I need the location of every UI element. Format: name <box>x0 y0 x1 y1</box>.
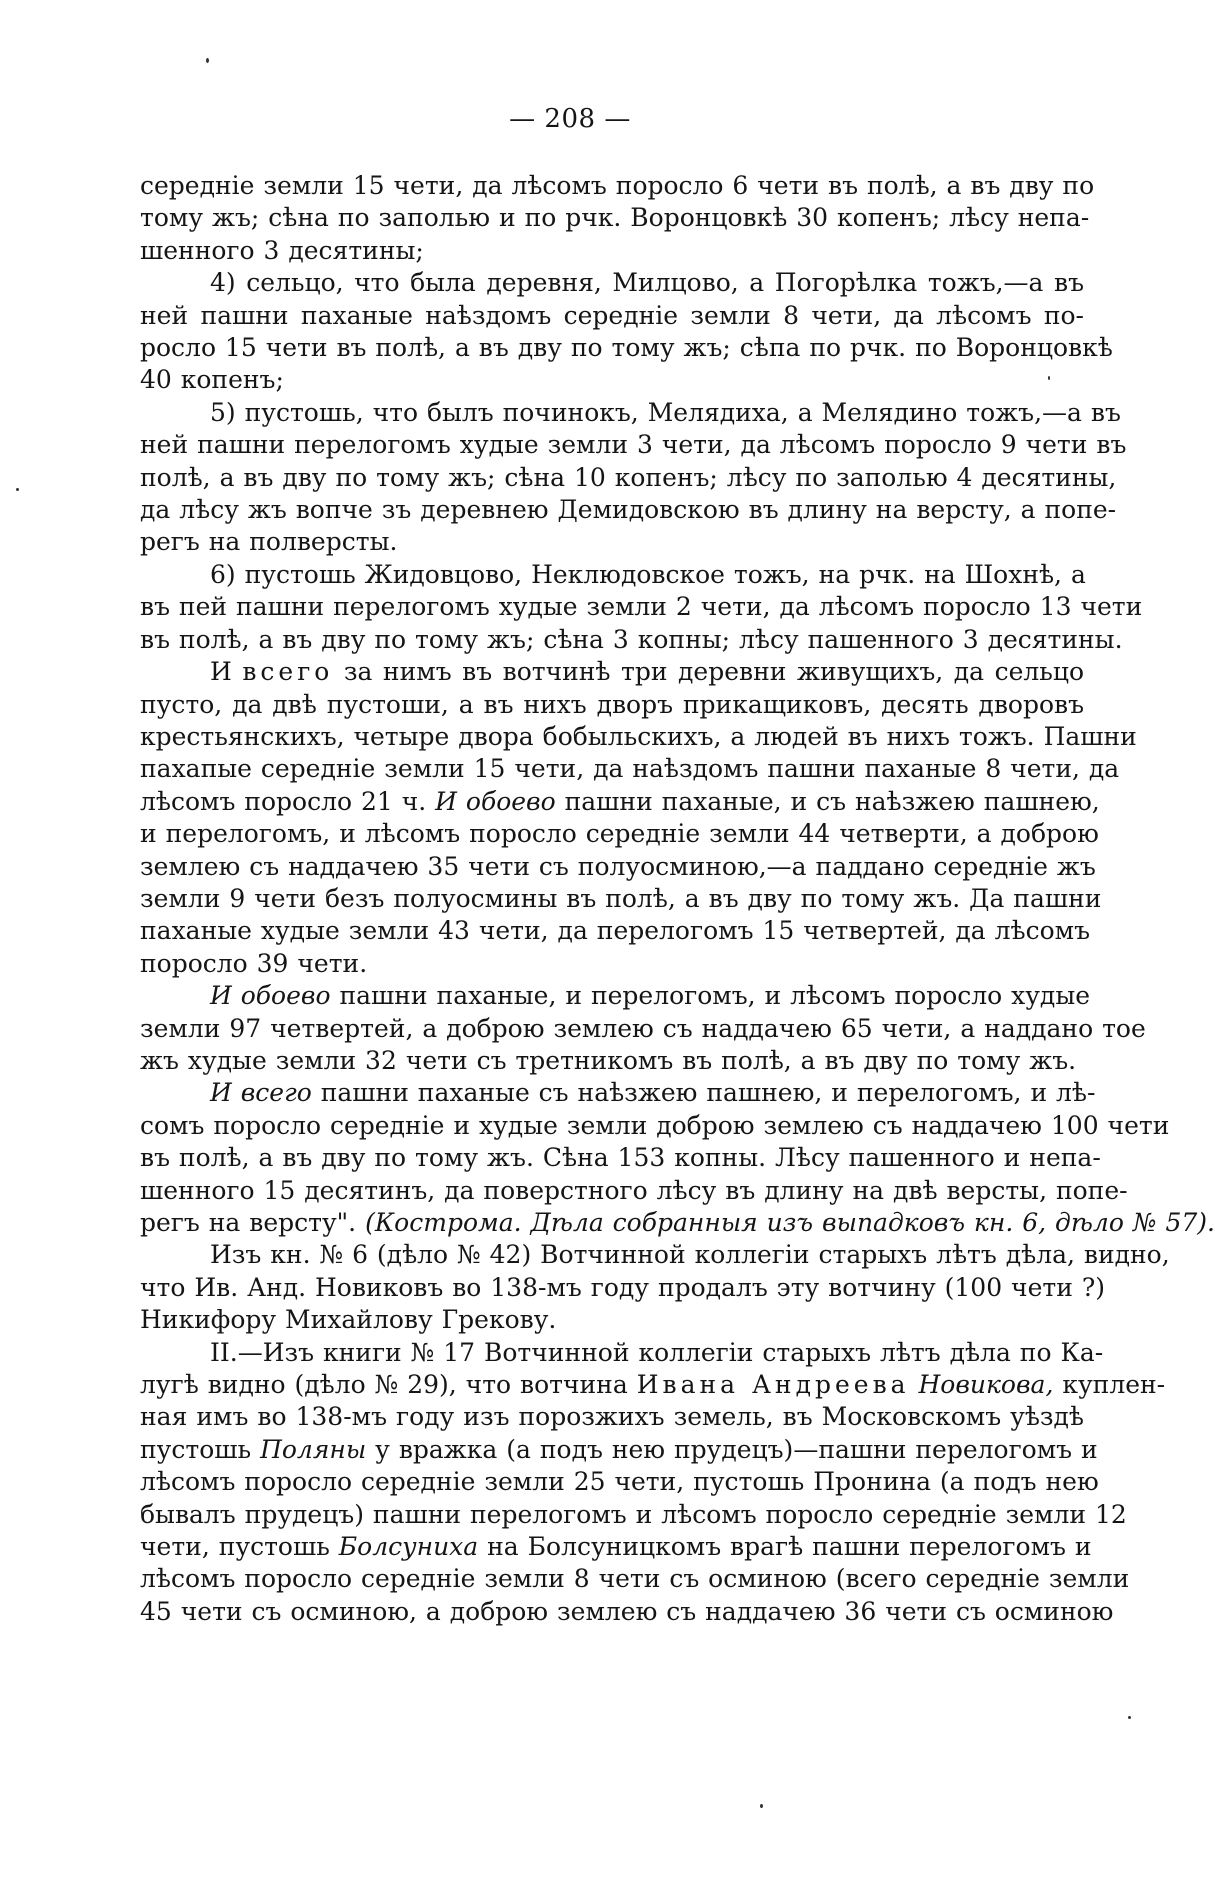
paragraph <box>140 170 1095 267</box>
body-text <box>140 170 1215 1628</box>
scan-speck <box>760 1804 763 1808</box>
text-run: лѣсомъ поросло 21 ч. <box>140 786 436 816</box>
text-line: и перелогомъ, и лѣсомъ поросло середнiе земли 44 четверти, а доброю <box>140 819 1099 849</box>
text-line: ней пашни перелогомъ худые земли 3 чети, да лѣсомъ поросло 9 чети въ <box>140 430 1127 460</box>
text-line: земли 97 четвертей, а доброю землею съ наддачею 65 чети, а наддано тое <box>140 1013 1146 1043</box>
text-line: крестьянскихъ, четыре двора бобыльскихъ, а людей въ нихъ тожъ. Пашни <box>140 721 1137 751</box>
text-run: И <box>210 657 243 687</box>
page-number: — 208 — <box>509 104 631 134</box>
text-line <box>140 1531 1092 1563</box>
text-line <box>140 656 1084 688</box>
text-line: 4) сельцо, что была деревня, Милцово, а Погорѣлка тожъ,—а въ <box>210 268 1084 298</box>
text-line <box>140 786 1100 818</box>
paragraph <box>140 559 1143 656</box>
text-line: сомъ поросло середнiе и худые земли доброю землею съ наддачею 100 чети <box>140 1110 1170 1140</box>
text-line: жъ худые земли 32 чети съ третникомъ въ полѣ, а въ дву по тому жъ. <box>140 1045 1077 1075</box>
text-line <box>140 1077 1096 1109</box>
emphasis-italic: И обоево <box>210 981 331 1011</box>
paragraph <box>140 267 1113 397</box>
text-run: пашни паханые съ наѣзжею пашнею, и перелогомъ, и лѣ- <box>311 1078 1096 1108</box>
text-run: пашни паханые, и перелогомъ, и лѣсомъ поросло худые <box>330 981 1091 1011</box>
emphasis-spaced: всего <box>242 657 334 687</box>
emphasis-italic: Поляны <box>260 1434 367 1464</box>
text-run: за нимъ въ вотчинѣ три деревни живущихъ, да сельцо <box>333 657 1084 687</box>
paragraph <box>140 1077 1215 1239</box>
paragraph <box>140 656 1137 980</box>
paragraph <box>140 1239 1170 1336</box>
text-line: ная имъ во 138-мъ году изъ порозжихъ земель, въ Московскомъ уѣздѣ <box>140 1402 1084 1432</box>
text-line: II.—Изъ книги № 17 Вотчинной коллегiи старыхъ лѣтъ дѣла по Ка- <box>210 1337 1104 1367</box>
scan-speck <box>16 488 19 491</box>
text-line <box>140 1434 1098 1466</box>
text-line: поросло 39 чети. <box>140 948 368 978</box>
text-line: паханые худые земли 43 чети, да перелогомъ 15 четвертей, да лѣсомъ <box>140 916 1091 946</box>
text-line <box>140 980 1091 1012</box>
text-line: ней пашни паханые наѣздомъ середнiе земли 8 чети, да лѣсомъ по- <box>140 300 1084 330</box>
text-run: на Болсуницкомъ врагѣ пашни перелогомъ и <box>478 1532 1092 1562</box>
text-run <box>910 1370 919 1399</box>
emphasis-italic: Новикова, <box>918 1370 1054 1400</box>
scan-speck <box>206 58 209 63</box>
text-run: куплен- <box>1053 1370 1166 1400</box>
text-line: да лѣсу жъ вопче зъ деревнею Демидовскою въ длину на версту, а попе- <box>140 495 1117 525</box>
text-line: 40 копенъ; <box>140 365 284 395</box>
text-line: 45 чети съ осминою, а доброю землею съ наддачею 36 чети съ осминою <box>140 1596 1114 1626</box>
text-line: въ полѣ, а въ дву по тому жъ; сѣна 3 копны; лѣсу пашенного 3 десятины. <box>140 624 1123 654</box>
text-line: въ пей пашни перелогомъ худые земли 2 чети, да лѣсомъ поросло 13 чети <box>140 592 1143 622</box>
text-line <box>140 1369 1166 1401</box>
emphasis-italic: И всего <box>210 1078 312 1108</box>
text-run: у вражка (а подъ нею прудецъ)—пашни перелогомъ и <box>366 1434 1098 1464</box>
paragraph <box>140 980 1146 1077</box>
source-citation: (Кострома. Дѣла собранныя изъ выпадковъ кн. 6, дѣло № 57). <box>365 1208 1215 1237</box>
text-line: землею съ наддачею 35 чети съ полуосминою,—а паддано середнiе жъ <box>140 851 1096 881</box>
paragraph <box>140 1337 1166 1629</box>
emphasis-italic: И обоево <box>435 786 556 816</box>
text-line: въ полѣ, а въ дву по тому жъ. Сѣна 153 копны. Лѣсу пашенного и непа- <box>140 1143 1101 1173</box>
text-line: лѣсомъ поросло середнiе земли 8 чети съ осминою (всего середнiе земли <box>140 1564 1130 1594</box>
text-line: лѣсомъ поросло середнiе земли 25 чети, пустошь Пронина (а подъ нею <box>140 1467 1099 1497</box>
text-line: 6) пустошь Жидовцово, Неклюдовское тожъ, на рчк. на Шохнѣ, а <box>210 559 1086 589</box>
text-run: чети, пустошь <box>140 1532 339 1562</box>
text-line: полѣ, а въ дву по тому жъ; сѣна 10 копенъ; лѣсу по заполью 4 десятины, <box>140 462 1117 492</box>
text-line: бывалъ прудецъ) пашни перелогомъ и лѣсомъ поросло середнiе земли 12 <box>140 1499 1127 1529</box>
text-line: шенного 15 десятинъ, да поверстного лѣсу въ длину на двѣ версты, попе- <box>140 1175 1128 1205</box>
text-line: середнiе земли 15 чети, да лѣсомъ поросло 6 чети въ полѣ, а въ дву по <box>140 171 1095 200</box>
text-line: Изъ кн. № 6 (дѣло № 42) Вотчинной коллегiи старыхъ лѣтъ дѣла, видно, <box>210 1240 1170 1270</box>
emphasis-italic: Болсуниха <box>338 1532 479 1562</box>
text-line: пусто, да двѣ пустоши, а въ нихъ дворъ прикащиковъ, десять дворовъ <box>140 689 1084 719</box>
scan-speck <box>1128 1716 1131 1719</box>
text-run: пашни паханые, и съ наѣзжею пашнею, <box>555 786 1100 816</box>
text-line: тому жъ; сѣна по заполью и по рчк. Воронцовкѣ 30 копенъ; лѣсу непа- <box>140 203 1090 233</box>
scan-speck <box>1048 376 1050 380</box>
text-line: Никифору Михайлову Грекову. <box>140 1305 557 1335</box>
text-line: 5) пустошь, что былъ починокъ, Мелядиха, а Мелядино тожъ,—а въ <box>210 397 1121 427</box>
text-line <box>140 1207 1215 1239</box>
text-run: лугѣ видно (дѣло № 29), что вотчина <box>140 1370 637 1400</box>
text-line: пахапые середнiе земли 15 чети, да наѣздомъ пашни паханые 8 чети, да <box>140 754 1120 784</box>
text-line: земли 9 чети безъ полуосмины въ полѣ, а въ дву по тому жъ. Да пашни <box>140 883 1102 913</box>
text-line: шенного 3 десятины; <box>140 235 424 265</box>
text-run: пустошь <box>140 1434 261 1464</box>
text-line: что Ив. Анд. Новиковъ во 138-мъ году продалъ эту вотчину (100 чети ?) <box>140 1272 1105 1302</box>
emphasis-spaced: Ивана Андреева <box>636 1370 910 1400</box>
text-line: регъ на полверсты. <box>140 527 398 557</box>
text-run: регъ на версту". <box>140 1208 366 1237</box>
paragraph <box>140 397 1127 559</box>
text-line: росло 15 чети въ полѣ, а въ дву по тому жъ; сѣпа по рчк. по Воронцовкѣ <box>140 333 1113 363</box>
